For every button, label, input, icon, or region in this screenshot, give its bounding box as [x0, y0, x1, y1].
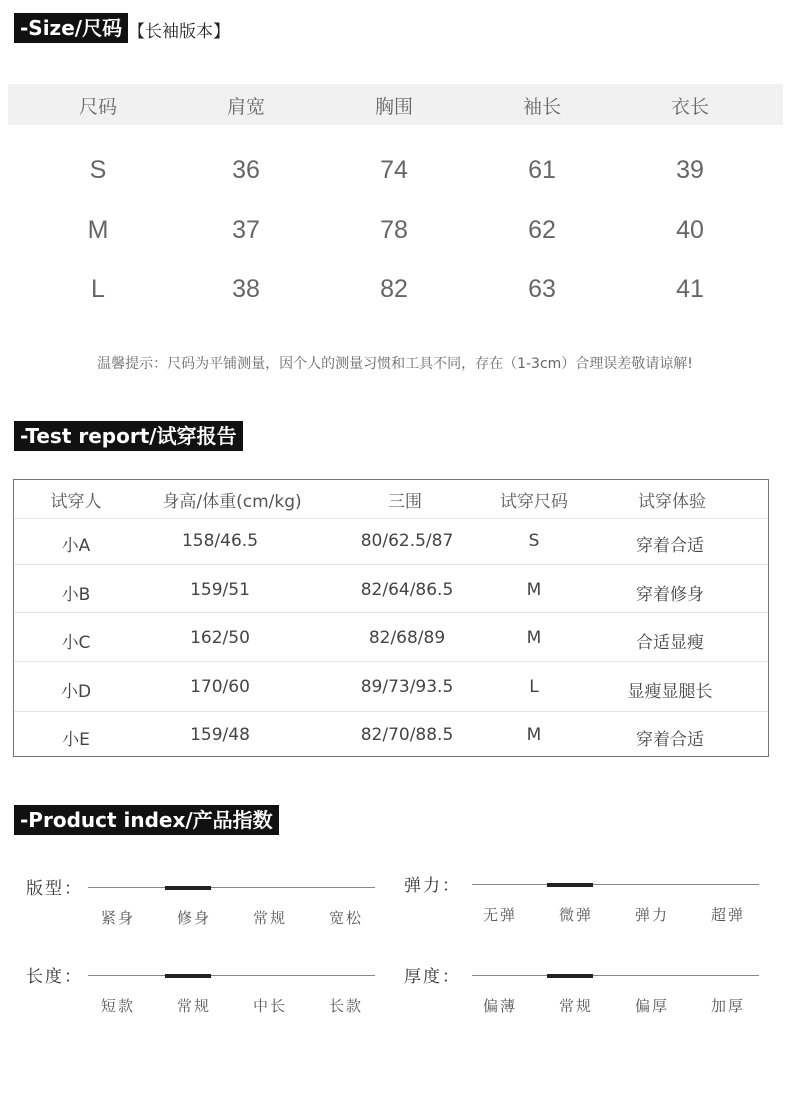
index-option: 弹力: [634, 906, 670, 924]
index-label: 厚度：: [404, 967, 461, 987]
index-scale-line: [88, 887, 375, 888]
report-header-cell: 试穿人: [50, 492, 102, 512]
size-cell: 62: [528, 216, 556, 244]
index-option: 紧身: [100, 909, 136, 927]
report-cell: 合适显瘦: [636, 633, 704, 653]
size-cell: L: [91, 275, 105, 303]
report-header-cell: 三围: [388, 492, 422, 512]
report-cell: L: [529, 677, 539, 697]
size-cell: 82: [380, 275, 408, 303]
report-cell: 穿着合适: [636, 730, 704, 750]
index-option: 偏薄: [482, 997, 518, 1015]
report-cell: M: [526, 628, 542, 648]
report-cell: 小A: [61, 536, 91, 556]
index-option: 修身: [176, 909, 212, 927]
index-option: 宽松: [328, 909, 364, 927]
index-scale-line: [472, 975, 759, 976]
report-cell: 小D: [60, 682, 92, 702]
report-table: [13, 479, 769, 757]
size-cell: 40: [676, 216, 704, 244]
row-divider: [14, 661, 768, 662]
index-option: 常规: [558, 997, 594, 1015]
size-cell: 38: [232, 275, 260, 303]
report-cell: M: [526, 580, 542, 600]
size-cell: 41: [676, 275, 704, 303]
size-cell: 61: [528, 156, 556, 184]
report-cell: 82/64/86.5: [360, 580, 454, 600]
index-option: 偏厚: [634, 997, 670, 1015]
row-divider: [14, 711, 768, 712]
size-header-cell: 衣长: [670, 96, 710, 118]
size-cell: 63: [528, 275, 556, 303]
report-cell: 小E: [62, 730, 90, 750]
size-section-title: -Size/尺码: [14, 13, 128, 43]
report-section-title: -Test report/试穿报告: [14, 421, 243, 451]
report-cell: 穿着合适: [636, 536, 704, 556]
report-cell: 穿着修身: [636, 585, 704, 605]
index-option: 无弹: [482, 906, 518, 924]
index-scale-line: [472, 884, 759, 885]
size-cell: 37: [232, 216, 260, 244]
report-cell: 170/60: [190, 677, 250, 697]
index-option: 超弹: [710, 906, 746, 924]
size-cell: S: [89, 156, 107, 184]
index-option: 常规: [176, 997, 212, 1015]
report-cell: 82/70/88.5: [360, 725, 454, 745]
report-cell: 小B: [61, 585, 91, 605]
report-cell: 小C: [61, 633, 91, 653]
size-cell: M: [87, 216, 109, 244]
size-header-cell: 肩宽: [226, 96, 266, 118]
report-cell: 159/51: [190, 580, 250, 600]
report-cell: 158/46.5: [181, 531, 259, 551]
report-header-cell: 试穿尺码: [500, 492, 568, 512]
report-cell: 162/50: [190, 628, 250, 648]
report-cell: 显瘦显腿长: [627, 682, 713, 702]
report-cell: 159/48: [190, 725, 250, 745]
size-note: 温馨提示：尺码为平铺测量，因个人的测量习惯和工具不同，存在（1-3cm）合理误差敬请谅解!: [97, 356, 693, 372]
index-label: 弹力：: [404, 876, 461, 896]
index-marker: [547, 974, 593, 978]
index-option: 加厚: [710, 997, 746, 1015]
row-divider: [14, 518, 768, 519]
index-option: 常规: [252, 909, 288, 927]
size-cell: 36: [232, 156, 260, 184]
size-cell: 78: [380, 216, 408, 244]
index-option: 微弹: [558, 906, 594, 924]
index-marker: [547, 883, 593, 887]
size-cell: 39: [676, 156, 704, 184]
report-cell: S: [528, 531, 540, 551]
index-option: 中长: [252, 997, 288, 1015]
size-header-cell: 袖长: [522, 96, 562, 118]
index-marker: [165, 886, 211, 890]
index-label: 长度：: [26, 967, 83, 987]
report-header-cell: 试穿体验: [638, 492, 706, 512]
report-cell: 82/68/89: [368, 628, 446, 648]
index-label: 版型：: [26, 879, 83, 899]
index-option: 短款: [100, 997, 136, 1015]
index-scale-line: [88, 975, 375, 976]
report-cell: 80/62.5/87: [360, 531, 454, 551]
size-header-cell: 尺码: [78, 96, 118, 118]
row-divider: [14, 612, 768, 613]
report-cell: 89/73/93.5: [360, 677, 454, 697]
row-divider: [14, 564, 768, 565]
index-section-title: -Product index/产品指数: [14, 805, 279, 835]
report-cell: M: [526, 725, 542, 745]
index-option: 长款: [328, 997, 364, 1015]
index-marker: [165, 974, 211, 978]
size-section-subtitle: 【长袖版本】: [128, 22, 230, 42]
size-header-cell: 胸围: [374, 96, 414, 118]
size-cell: 74: [380, 156, 408, 184]
report-header-cell: 身高/体重(cm/kg): [162, 492, 302, 512]
